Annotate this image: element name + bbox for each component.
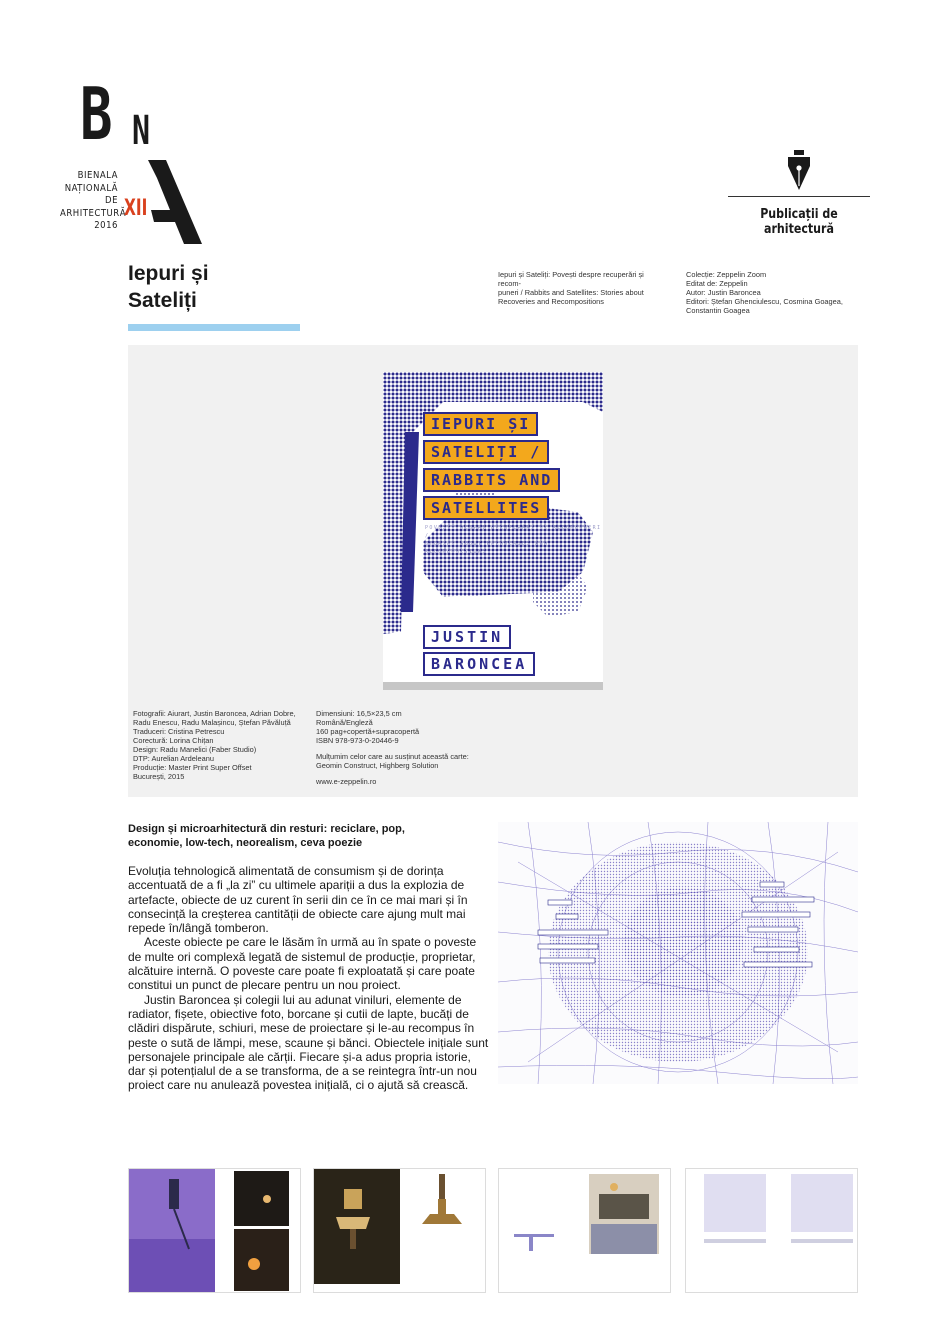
meta-line: Autor: Justin Baroncea [686,288,761,297]
section-header [728,150,870,237]
map-graphic [498,822,858,1084]
credit-line: București, 2015 [133,772,185,781]
spec-line: Dimensiuni: 16,5×23,5 cm [316,709,402,718]
logo-line: ARHITECTURĂ [60,207,127,219]
credit-line: DTP: Aurelian Ardeleanu [133,754,214,763]
meta-line: puneri / Rabbits and Satellites: Stories about [498,288,644,297]
credit-line: Fotografii: Aiurart, Justin Baroncea, Adrian Dobre, [133,709,296,718]
logo-edition: XII [124,196,148,221]
logo-line: NAȚIONALĂ [64,182,118,194]
logo-text [60,170,127,233]
fountain-pen-icon [782,150,816,190]
header-rule [728,196,870,197]
logo-letter-n: N [132,108,151,154]
logo-letter-b: B [80,72,113,156]
book-spine-shadow [383,682,603,690]
meta-line: Editat de: Zeppelin [686,279,748,288]
logo-line: BIENALA [77,170,118,181]
book-title-meta [498,270,658,306]
cover-title-line: SATELIȚI / [423,440,549,464]
cover-title-line: RABBITS AND [423,468,560,492]
spread-image [499,1169,671,1293]
website-link[interactable]: www.e-zeppelin.ro [316,777,377,786]
meta-line: Iepuri și Sateliți: Povești despre recuperări și recom- [498,270,644,288]
cover-author-line: BARONCEA [423,652,535,676]
credit-line: Producție: Master Print Super Offset [133,763,252,772]
cover-title-line: SATELLITES [423,496,549,520]
city-map-image [498,822,858,1084]
cover-title-line: IEPURI ȘI [423,412,538,436]
spread-thumbnail-3 [498,1168,671,1293]
credit-line: Design: Radu Manelici (Faber Studio) [133,745,257,754]
title-line: Iepuri și [128,262,209,285]
spread-image [129,1169,301,1293]
title-line: Sateliți [128,289,197,312]
page-title [128,260,209,314]
logo-line: 2016 [94,220,118,231]
title-accent-bar [128,324,300,331]
book-editorial-meta [686,270,866,315]
meta-line: Recoveries and Recompositions [498,297,604,306]
spread-thumbnail-2 [313,1168,486,1293]
spread-image [314,1169,486,1293]
thanks-line: Geomin Construct, Highberg Solution [316,761,439,770]
cover-subtitle-line: POVEȘTI DESPRE RECUPERĂRI ȘI RECOMPUNERI / [425,525,602,539]
spread-thumbnail-4 [685,1168,858,1293]
cover-author-line: JUSTIN [423,625,511,649]
spec-line: 160 pag+copertă+supracopertă [316,727,420,736]
book-panel [128,345,858,797]
spread-image [686,1169,858,1293]
logo-line: DE [105,195,118,206]
book-credits [133,709,308,781]
credit-line: Corectură: Lorina Chițan [133,736,214,745]
article-paragraph: Evoluția tehnologică alimentată de consumism și de dorința accentuată de a fi „la zi” cu ultimele apariții a dus la explozia de artefacte, obiecte de uz curent în serii din ce în ce mai mari și în consecință la creșterea cantității de obiecte care ajung mult mai repede în/lângă tomberon. [128,864,468,936]
book-cover [383,372,603,682]
section-label: Publicații de arhitectură [760,207,838,237]
article-paragraph: Aceste obiecte pe care le lăsăm în urmă au în spate o poveste de multe ori complexă legată de sistemul de producție, proprietar, alcătuire internă. O poveste care poate fi exploatată și care poate constitui un punct de plecare pentru un nou proiect. [128,935,477,993]
cover-author [423,625,535,679]
cover-title [423,412,560,524]
cover-subtitle [425,524,603,556]
meta-line: Editori: Ștefan Ghenciulescu, Cosmina Goagea, [686,297,843,306]
meta-line: Colecție: Zeppelin Zoom [686,270,767,279]
credit-line: Traduceri: Cristina Petrescu [133,727,225,736]
credit-line: Radu Enescu, Radu Malașincu, Ștefan Păvăluță [133,718,291,727]
meta-line: Constantin Goagea [686,306,750,315]
thanks-line: Mulțumim celor care au susținut această carte: [316,752,469,761]
cover-subtitle-line: STORIES ABOUT RECOVERIES AND RECOMPOSITIONS [425,541,549,555]
book-specs [316,709,516,786]
bna-logo [60,72,210,248]
spec-line: Română/Engleză [316,718,373,727]
article-paragraph: Justin Baroncea și colegii lui au adunat viniluri, elemente de radiator, fișete, obiective foto, borcane și cutii de lapte, bucăți de clădiri dispărute, schiuri, mese de proiectare și le-au recompus în peste o sută de lămpi, mese, scaune și bănci. Obiectele inițiale sunt personajele principale ale cărții. Fiecare și-a adus propria istorie, dar și potențialul de a se transforma, de a se reintegra într-un nou proiect care nu anulează povestea inițială, ci o ajută să crească. [128,992,489,1093]
spread-thumbnail-1 [128,1168,301,1293]
spec-line: ISBN 978-973-0-20446-9 [316,736,399,745]
article-heading: Design și microarhitectură din resturi: reciclare, pop, economie, low-tech, neorealism, ceva poezie [128,823,405,849]
article-body [128,864,490,1093]
